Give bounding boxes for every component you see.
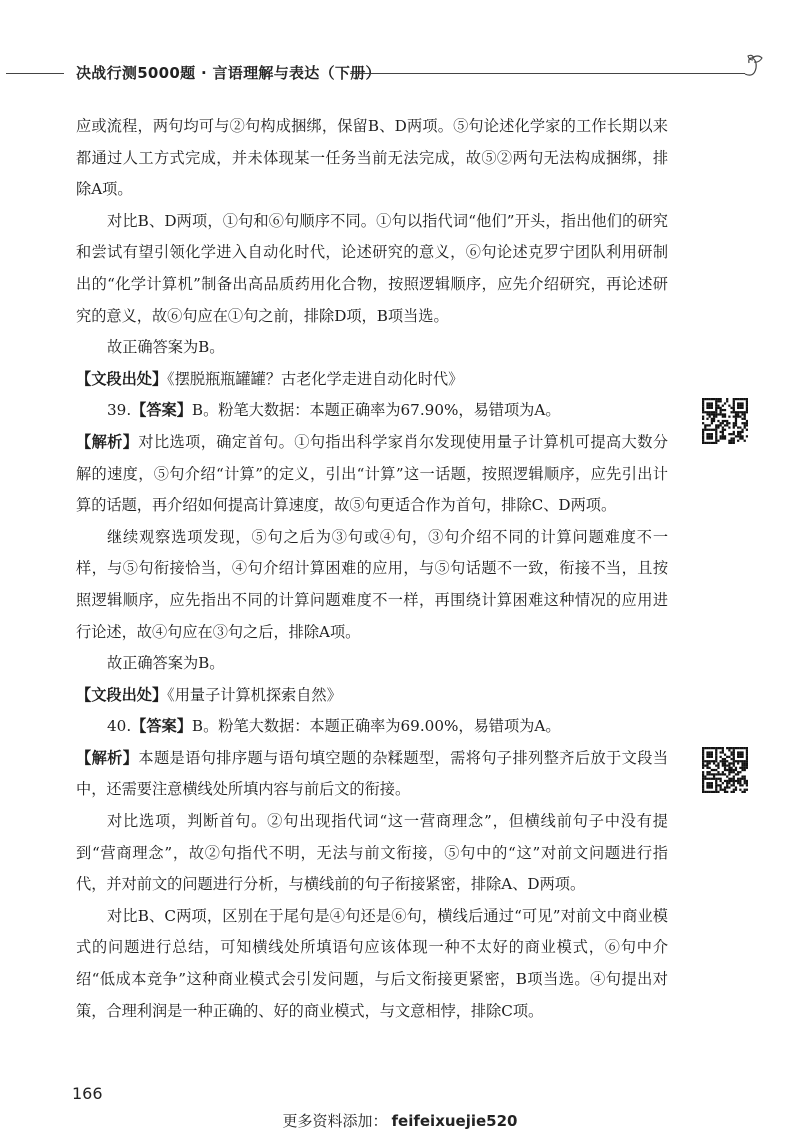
- page-number: 166: [72, 1084, 103, 1103]
- footer-label: 更多资料添加：: [282, 1112, 388, 1130]
- analysis-paragraph: 【解析】本题是语句排序题与语句填空题的杂糅题型，需将句子排列整齐后放于文段当中，还需要注意横线处所填内容与前后文的衔接。: [76, 748, 669, 799]
- source-label: 【文段出处】: [76, 685, 168, 704]
- paragraph: 对比选项，判断首句。②句出现指代词“这一营商理念”，但横线前句子中没有提到“营商理念”，故②句指代不明，无法与前文衔接，⑤句中的“这”对前文问题进行指代，并对前文的问题进行分析，与横线前的句子衔接紧密，排除A、D两项。: [76, 812, 668, 894]
- header-rule-left: [6, 73, 64, 74]
- paragraph: 对比B、D两项，①句和⑥句顺序不同。①句以指代词“他们”开头，指出他们的研究和尝试有望引领化学进入自动化时代，论述研究的意义，⑥句论述克罗宁团队利用研制出的“化学计算机”制备出高品质药用化合物，按照逻辑顺序，应先介绍研究，再论述研究的意义，故⑥句应在①句之前，排除D项，B项当选。: [76, 211, 668, 325]
- leaf-curl-icon: [742, 54, 764, 84]
- paragraph: 对比B、C两项，区别在于尾句是④句还是⑥句，横线后通过“可见”对前文中商业模式的问题进行总结，可知横线处所填语句应该体现一种不太好的商业模式，⑥句中介绍“低成本竞争”这种商业模式会引发问题，与后文衔接更紧密，B项当选。④句提出对策，合理利润是一种正确的、好的商业模式，与文意相悖，排除C项。: [76, 906, 668, 1020]
- source-label: 【文段出处】: [76, 369, 168, 388]
- book-title: 决战行测5000题 · 言语理解与表达（下册）: [76, 64, 381, 82]
- paragraph: 故正确答案为B。: [107, 338, 225, 357]
- analysis-paragraph: 【解析】对比选项，确定首句。①句指出科学家肖尔发现使用量子计算机可提高大数分解的速度，⑤句介绍“计算”的定义，引出“计算”这一话题，按照逻辑顺序，应先引出计算的话题，再介绍如何提高计算速度，故⑤句更适合作为首句，排除C、D两项。: [76, 432, 669, 515]
- page-body: [76, 111, 668, 1027]
- footer-note: [0, 1110, 800, 1131]
- answer-label: 【答案】: [131, 717, 192, 736]
- paragraph: 继续观察选项发现，⑤句之后为③句或④句，③句介绍不同的计算问题难度不一样，与⑤句衔接恰当，④句介绍计算困难的应用，与⑤句话题不一致，衔接不当，且按照逻辑顺序，应先指出不同的计算问题难度不一样，再围绕计算困难这种情况的应用进行论述，故④句应在③句之后，排除A项。: [76, 527, 668, 641]
- header-rule-right: [350, 73, 745, 74]
- qr-code-icon: [702, 747, 748, 793]
- footer-contact: feifeixuejie520: [391, 1112, 518, 1130]
- paragraph: 故正确答案为B。: [107, 654, 225, 673]
- question-number: 40.: [107, 717, 132, 736]
- running-header: [0, 54, 800, 94]
- answer-line: 40.【答案】B。粉笔大数据：本题正确率为69.00%，易错项为A。: [107, 717, 561, 736]
- paragraph: 应或流程，两句均可与②句构成捆绑，保留B、D两项。⑤句论述化学家的工作长期以来都通过人工方式完成，并未体现某一任务当前无法完成，故⑤②两句无法构成捆绑，排除A项。: [76, 117, 668, 199]
- answer-line: 39.【答案】B。粉笔大数据：本题正确率为67.90%，易错项为A。: [107, 401, 561, 420]
- analysis-label: 【解析】: [76, 748, 139, 767]
- qr-code-icon: [702, 398, 748, 444]
- qr-code-question-40[interactable]: [702, 747, 748, 793]
- source-line: 【文段出处】《摆脱瓶瓶罐罐？古老化学走进自动化时代》: [76, 369, 464, 388]
- analysis-label: 【解析】: [76, 432, 139, 451]
- source-line: 【文段出处】《用量子计算机探索自然》: [76, 685, 342, 704]
- qr-code-question-39[interactable]: [702, 398, 748, 444]
- answer-label: 【答案】: [131, 401, 192, 420]
- question-number: 39.: [107, 401, 132, 420]
